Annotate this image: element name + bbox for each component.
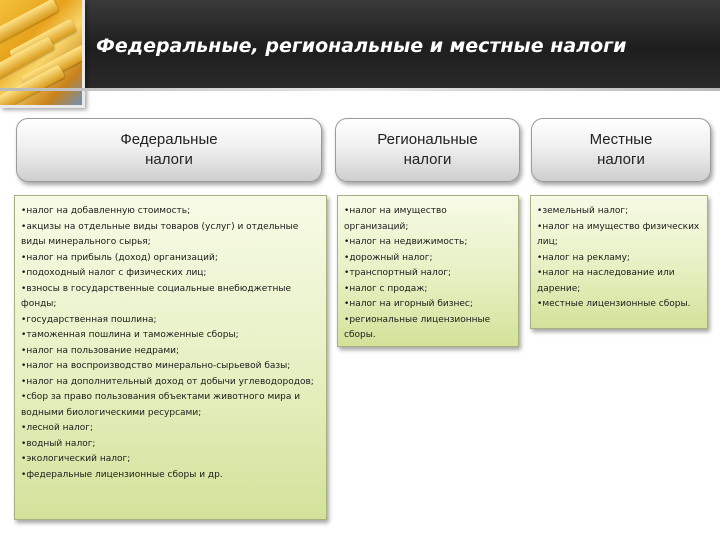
page-title: Федеральные, региональные и местные налоги (96, 35, 627, 57)
list-item: • акцизы на отдельные виды товаров (услуг) и отдельные виды минерального сырья; (21, 220, 320, 251)
regional-taxes-title: Региональные налоги (377, 131, 478, 168)
regional-taxes-list-box (337, 195, 519, 347)
list-item: • региональные лицензионные сборы. (344, 313, 512, 344)
list-item: • налог на игорный бизнес; (344, 297, 512, 313)
list-item: • федеральные лицензионные сборы и др. (21, 468, 320, 484)
list-item: • налог на воспроизводство минерально-сырьевой базы; (21, 359, 320, 375)
list-item: • таможенная пошлина и таможенные сборы; (21, 328, 320, 344)
local-taxes-list-box (530, 195, 708, 329)
header-bar (0, 0, 720, 88)
list-item: • земельный налог; (537, 204, 701, 220)
regional-taxes-header (335, 118, 520, 182)
federal-taxes-list-box (14, 195, 327, 520)
local-taxes-header (531, 118, 711, 182)
list-item: • взносы в государственные социальные внебюджетные фонды; (21, 282, 320, 313)
list-item: • налог на прибыль (доход) организаций; (21, 251, 320, 267)
list-item: • налог на дополнительный доход от добычи углеводородов; (21, 375, 320, 391)
list-item: • водный налог; (21, 437, 320, 453)
gold-bars-logo (0, 0, 85, 108)
list-item: • подоходный налог с физических лиц; (21, 266, 320, 282)
list-item: • налог с продаж; (344, 282, 512, 298)
list-item: • налог на добавленную стоимость; (21, 204, 320, 220)
list-item: • налог на рекламу; (537, 251, 701, 267)
list-item: • государственная пошлина; (21, 313, 320, 329)
list-item: • дорожный налог; (344, 251, 512, 267)
list-item: • налог на недвижимость; (344, 235, 512, 251)
list-item: • экологический налог; (21, 452, 320, 468)
list-item: • лесной налог; (21, 421, 320, 437)
local-taxes-title: Местные налоги (589, 131, 653, 168)
list-item: • сбор за право пользования объектами животного мира и водными биологическими ресурсами; (21, 390, 320, 421)
list-item: • налог на наследование или дарение; (537, 266, 701, 297)
list-item: • налог на имущество организаций; (344, 204, 512, 235)
list-item: • местные лицензионные сборы. (537, 297, 701, 313)
list-item: • налог на имущество физических лиц; (537, 220, 701, 251)
federal-taxes-title: Федеральные налоги (120, 131, 218, 168)
list-item: • транспортный налог; (344, 266, 512, 282)
list-item: • налог на пользование недрами; (21, 344, 320, 360)
header-divider (0, 88, 720, 91)
federal-taxes-header (16, 118, 322, 182)
